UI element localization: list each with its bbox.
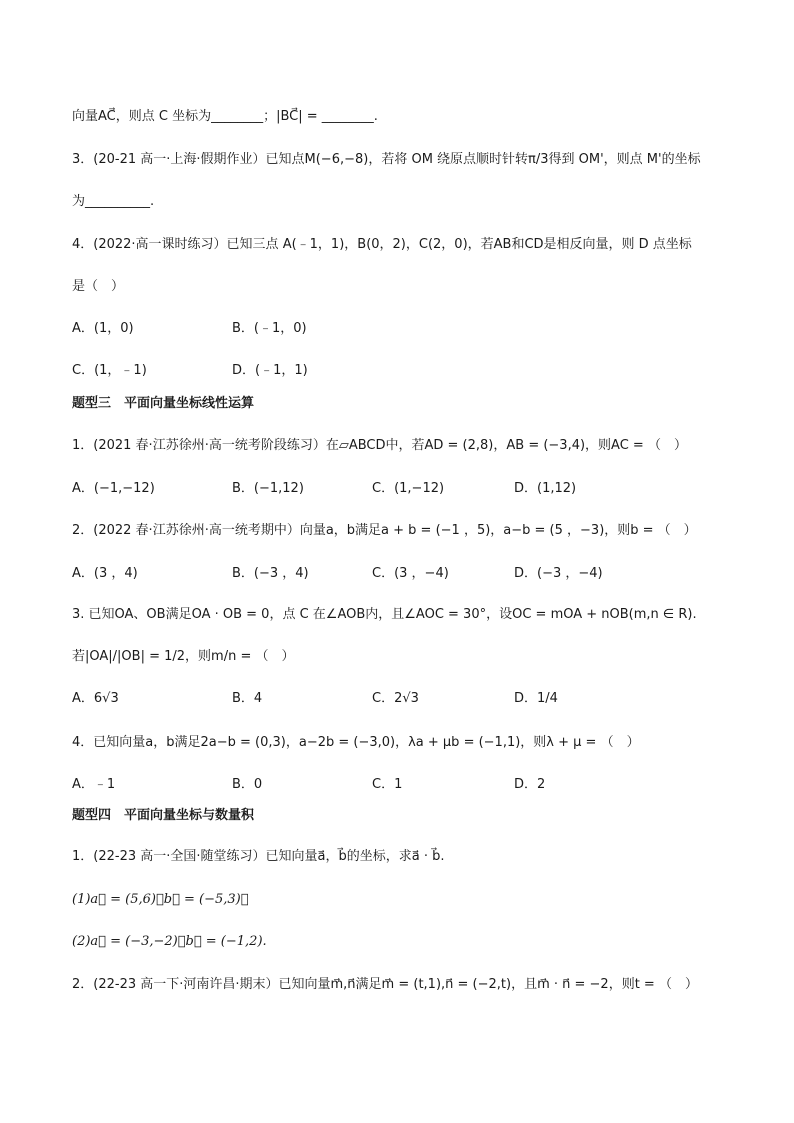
s3q4-option-a: A．﹣1 [72, 777, 116, 792]
question-3-blank-line: 为__________. [72, 194, 155, 209]
s3-question-4-text: 4．已知向量a，b满足2a−b = (0,3)，a−2b = (−3,0)，λa + μb = (−1,1)，则λ + μ = （ ） [72, 735, 640, 750]
s3q4-option-d: D．2 [514, 777, 546, 792]
s4q1-sub-1: (1)a⃗ = (5,6)，b⃗ = (−5,3)； [72, 892, 249, 907]
question-4-stem-end: 是（ ） [72, 279, 125, 294]
s3-question-1-text: 1．(2021 春·江苏徐州·高一统考阶段练习）在▱ABCD中，若AD = (2,8)，AB = (−3,4)，则AC = （ ） [72, 438, 687, 453]
s3q3-option-b: B．4 [232, 691, 263, 706]
question-3-text: 3．(20-21 高一·上海·假期作业）已知点M(−6,−8)，若将 OM 绕原点顺时针转π/3得到 OM'，则点 M'的坐标 [72, 152, 701, 167]
section-4-title: 题型四 平面向量坐标与数量积 [72, 808, 255, 823]
option-c: C．(1，﹣1) [72, 363, 147, 378]
s3-question-3-text: 3. 已知OA、OB满足OA · OB = 0，点 C 在∠AOB内，且∠AOC = 30°，设OC = mOA + nOB(m,n ∈ R). [72, 607, 697, 622]
s3q1-option-c: C．(1,−12) [372, 481, 445, 496]
s4q1-sub-2: (2)a⃗ = (−3,−2)，b⃗ = (−1,2). [72, 934, 267, 949]
option-b: B．(﹣1，0) [232, 321, 307, 336]
option-a: A．(1，0) [72, 321, 134, 336]
s3q1-option-d: D．(1,12) [514, 481, 577, 496]
s4-question-1-text: 1．(22-23 高一·全国·随堂练习）已知向量a⃗，b⃗的坐标，求a⃗ · b⃗. [72, 849, 445, 864]
s3q1-option-a: A．(−1,−12) [72, 481, 155, 496]
option-d: D．(﹣1，1) [232, 363, 308, 378]
s3q2-option-a: A．(3 ，4) [72, 566, 138, 581]
s3q1-option-b: B．(−1,12) [232, 481, 304, 496]
s3q2-option-d: D．(−3 ，−4) [514, 566, 603, 581]
s3-question-2-text: 2．(2022 春·江苏徐州·高一统考期中）向量a，b满足a + b = (−1 ，5)，a−b = (5 ，−3)，则b = （ ） [72, 523, 697, 538]
s3q2-option-c: C．(3 ，−4) [372, 566, 449, 581]
s3q3-option-c: C．2√3 [372, 691, 419, 706]
question-4-text: 4．(2022·高一课时练习）已知三点 A(﹣1，1)，B(0，2)，C(2，0)，若AB和CD是相反向量，则 D 点坐标 [72, 237, 692, 252]
s3q3-option-a: A．6√3 [72, 691, 119, 706]
s3q4-option-c: C．1 [372, 777, 403, 792]
s3q4-option-b: B．0 [232, 777, 263, 792]
section-3-title: 题型三 平面向量坐标线性运算 [72, 396, 255, 411]
s3-question-3-condition: 若|OA|/|OB| = 1/2，则m/n = （ ） [72, 649, 295, 664]
s4-question-2-text: 2．(22-23 高一下·河南许昌·期末）已知向量m⃗,n⃗满足m⃗ = (t,1),n⃗ = (−2,t)，且m⃗ · n⃗ = −2，则t = （ ） [72, 977, 698, 992]
text-line: 向量AC⃗，则点 C 坐标为________；|BC⃗| = ________. [72, 109, 378, 124]
s3q3-option-d: D．1/4 [514, 691, 558, 706]
s3q2-option-b: B．(−3 ，4) [232, 566, 309, 581]
